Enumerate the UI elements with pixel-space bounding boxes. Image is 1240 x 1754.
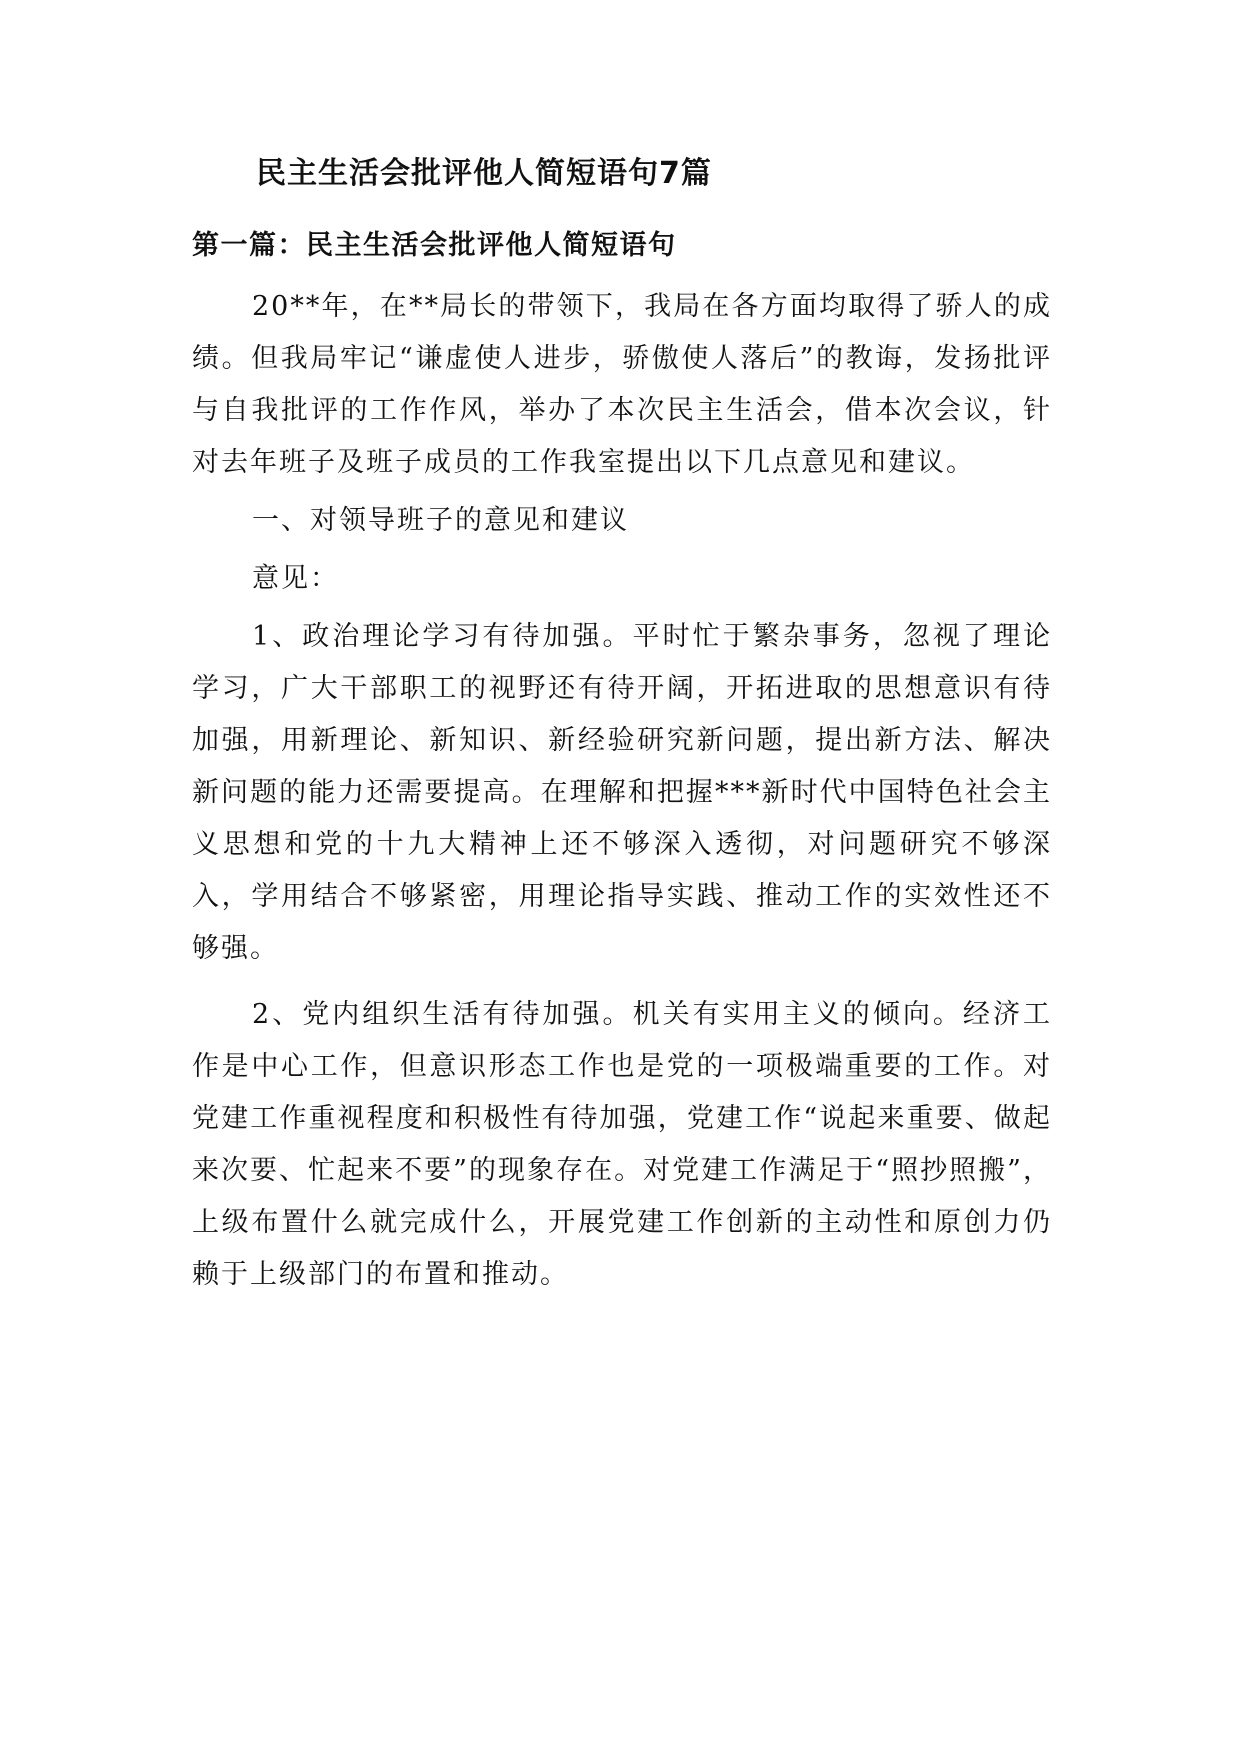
paragraph-opinion-label: 意见：: [252, 563, 339, 594]
paragraph-intro: 20**年，在**局长的带领下，我局在各方面均取得了骄人的成绩。但我局牢记“谦虚使人进步，骄傲使人落后”的教诲，发扬批评与自我批评的工作作风，举办了本次民主生活会，借本次会议，针对去年班子及班子成员的工作我室提出以下几点意见和建议。: [192, 291, 1052, 478]
document-title: 民主生活会批评他人简短语句7篇: [256, 156, 712, 191]
document-body: [192, 281, 1052, 1301]
paragraph-point-2: 2、党内组织生活有待加强。机关有实用主义的倾向。经济工作是中心工作，但意识形态工作也是党的一项极端重要的工作。对党建工作重视程度和积极性有待加强，党建工作“说起来重要、做起来次要、忙起来不要”的现象存在。对党建工作满足于“照抄照搬”，上级布置什么就完成什么，开展党建工作创新的主动性和原创力仍赖于上级部门的布置和推动。: [192, 999, 1052, 1290]
paragraph-subheading: 一、对领导班子的意见和建议: [252, 505, 629, 536]
section-heading: 第一篇：民主生活会批评他人简短语句: [192, 230, 677, 261]
paragraph-point-1: 1、政治理论学习有待加强。平时忙于繁杂事务，忽视了理论学习，广大干部职工的视野还有待开阔，开拓进取的思想意识有待加强，用新理论、新知识、新经验研究新问题，提出新方法、解决新问题的能力还需要提高。在理解和把握***新时代中国特色社会主义思想和党的十九大精神上还不够深入透彻，对问题研究不够深入，学用结合不够紧密，用理论指导实践、推动工作的实效性还不够强。: [192, 621, 1052, 964]
